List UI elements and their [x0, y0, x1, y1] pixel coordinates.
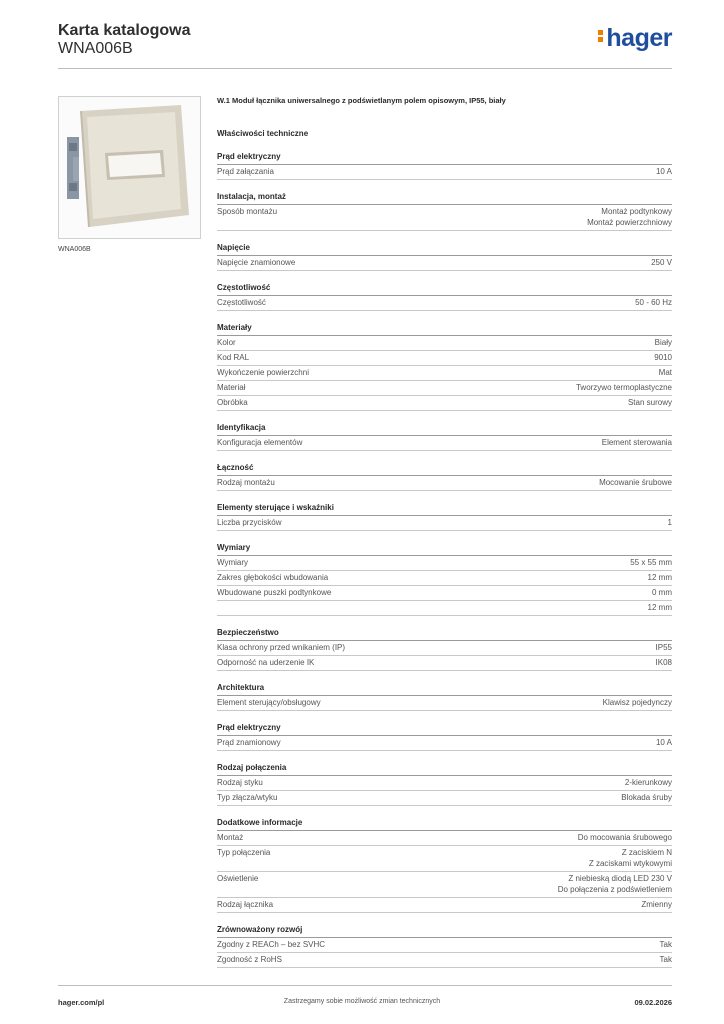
footer-website: hager.com/pl [58, 998, 105, 1007]
spec-row [217, 436, 672, 451]
spec-row [217, 396, 672, 411]
spec-value-line: 10 A [655, 167, 672, 176]
group-heading: Wymiary [217, 541, 672, 556]
logo-text: hager [606, 24, 672, 52]
spec-value-line: 12 mm [647, 573, 672, 582]
spec-value-line: 2-kierunkowy [624, 778, 672, 787]
spec-label: Wymiary [217, 558, 249, 567]
spec-label: Obróbka [217, 398, 248, 407]
spec-row [217, 256, 672, 271]
spec-label: Prąd znamionowy [217, 738, 281, 747]
spec-label: Zakres głębokości wbudowania [217, 573, 329, 582]
spec-group [217, 923, 672, 968]
spec-label: Oświetlenie [217, 874, 259, 883]
spec-value-line: Z zaciskami wtykowymi [588, 859, 672, 868]
spec-row [217, 336, 672, 351]
image-caption: WNA006B [58, 246, 91, 253]
spec-value-line: Do połączenia z podświetleniem [557, 885, 672, 894]
spec-label: Element sterujący/obsługowy [217, 698, 321, 707]
spec-value-line: 9010 [654, 353, 672, 362]
product-title: W.1 Moduł łącznika uniwersalnego z podświetlanym polem opisowym, IP55, biały [217, 96, 506, 105]
spec-value-line: 55 x 55 mm [630, 558, 672, 567]
spec-value-line: 50 - 60 Hz [635, 298, 672, 307]
spec-value [641, 899, 672, 910]
spec-row [217, 696, 672, 711]
spec-value [655, 337, 672, 348]
spec-label: Typ połączenia [217, 848, 271, 857]
group-heading: Prąd elektryczny [217, 150, 672, 165]
spec-value [652, 587, 672, 598]
spec-value [558, 873, 672, 895]
spec-value-line: IP55 [655, 643, 672, 652]
spec-value-line: Tworzywo termoplastyczne [575, 383, 672, 392]
spec-row [217, 641, 672, 656]
spec-label [217, 602, 648, 613]
spec-label: Odporność na uderzenie IK [217, 658, 315, 667]
spec-value [578, 832, 672, 843]
spec-label: Częstotliwość [217, 298, 266, 307]
spec-label: Zgodność z RoHS [217, 955, 282, 964]
spec-group [217, 721, 672, 751]
spec-row [217, 165, 672, 180]
spec-value [656, 642, 672, 653]
spec-value-line: 250 V [651, 258, 672, 267]
spec-value [628, 397, 672, 408]
spec-value-line: Blokada śruby [621, 793, 672, 802]
spec-value [656, 657, 672, 668]
spec-value-line: Montaż powierzchniowy [587, 218, 672, 227]
spec-row [217, 351, 672, 366]
spec-value [603, 697, 672, 708]
spec-label: Rodzaj styku [217, 778, 263, 787]
spec-label: Prąd załączania [217, 167, 274, 176]
group-heading: Elementy sterujące i wskaźniki [217, 501, 672, 516]
spec-group [217, 190, 672, 231]
spec-value [635, 297, 672, 308]
spec-value [587, 206, 672, 228]
spec-label: Typ złącza/wtyku [217, 793, 278, 802]
spec-group [217, 150, 672, 180]
spec-value-line: 12 mm [647, 603, 672, 612]
spec-value [660, 939, 672, 950]
logo-dots-icon [598, 28, 603, 44]
document-title: Karta katalogowa [58, 22, 191, 39]
group-heading: Identyfikacja [217, 421, 672, 436]
group-heading: Architektura [217, 681, 672, 696]
spec-row [217, 656, 672, 671]
footer-date: 09.02.2026 [634, 998, 672, 1007]
spec-group [217, 501, 672, 531]
spec-label: Kod RAL [217, 353, 250, 362]
spec-value [668, 517, 672, 528]
spec-row [217, 898, 672, 913]
spec-row [217, 791, 672, 806]
spec-value [656, 166, 672, 177]
spec-content [217, 94, 672, 968]
spec-value [621, 792, 672, 803]
spec-value [630, 557, 672, 568]
group-heading: Bezpieczeństwo [217, 626, 672, 641]
spec-label: Rodzaj montażu [217, 478, 275, 487]
spec-value [599, 477, 672, 488]
spec-value-line: IK08 [655, 658, 672, 667]
spec-row [217, 736, 672, 751]
spec-value-line: Mat [658, 368, 672, 377]
spec-value [602, 437, 672, 448]
spec-value [648, 602, 672, 613]
group-heading: Materiały [217, 321, 672, 336]
spec-row [217, 296, 672, 311]
spec-row [217, 476, 672, 491]
spec-label: Materiał [217, 383, 246, 392]
spec-row [217, 571, 672, 586]
spec-value-line: Z zaciskiem N [621, 848, 672, 857]
spec-value-line: Tak [659, 955, 672, 964]
section-heading: Właściwości techniczne [217, 129, 309, 138]
spec-row [217, 205, 672, 231]
group-heading: Instalacja, montaż [217, 190, 672, 205]
spec-value [589, 847, 672, 869]
spec-group [217, 761, 672, 806]
spec-label: Rodzaj łącznika [217, 900, 274, 909]
spec-value-line: 10 A [655, 738, 672, 747]
spec-value-line: Biały [654, 338, 672, 347]
group-heading: Napięcie [217, 241, 672, 256]
product-image [58, 96, 201, 239]
spec-label: Konfiguracja elementów [217, 438, 303, 447]
spec-group [217, 816, 672, 913]
header-divider [58, 68, 672, 69]
group-heading: Zrównoważony rozwój [217, 923, 672, 938]
spec-value-line: 0 mm [652, 588, 672, 597]
footer-divider [58, 985, 672, 986]
spec-value-line: Element sterowania [601, 438, 672, 447]
spec-label: Sposób montażu [217, 207, 278, 216]
product-code: WNA006B [58, 40, 133, 57]
spec-value [648, 572, 672, 583]
group-heading: Dodatkowe informacje [217, 816, 672, 831]
spec-group [217, 281, 672, 311]
spec-label: Liczba przycisków [217, 518, 282, 527]
group-heading: Prąd elektryczny [217, 721, 672, 736]
spec-label: Wbudowane puszki podtynkowe [217, 588, 332, 597]
spec-label: Klasa ochrony przed wnikaniem (IP) [217, 643, 346, 652]
spec-label: Kolor [217, 338, 236, 347]
switch-module-icon [59, 97, 200, 238]
spec-value-line: Tak [659, 940, 672, 949]
spec-row [217, 381, 672, 396]
spec-label: Wykończenie powierzchni [217, 368, 309, 377]
spec-group [217, 241, 672, 271]
group-heading: Rodzaj połączenia [217, 761, 672, 776]
spec-row [217, 556, 672, 571]
spec-group [217, 421, 672, 451]
spec-row [217, 776, 672, 791]
spec-row [217, 846, 672, 872]
spec-groups [217, 150, 672, 968]
spec-row [217, 601, 672, 616]
spec-value-line: Do mocowania śrubowego [577, 833, 672, 842]
spec-value [656, 737, 672, 748]
spec-row [217, 872, 672, 898]
spec-value-line: 1 [667, 518, 672, 527]
spec-value-line: Mocowanie śrubowe [599, 478, 672, 487]
spec-value-line: Zmienny [641, 900, 672, 909]
spec-value [625, 777, 672, 788]
spec-value [576, 382, 672, 393]
spec-value-line: Z niebieską diodą LED 230 V [568, 874, 672, 883]
spec-row [217, 586, 672, 601]
group-heading: Częstotliwość [217, 281, 672, 296]
spec-value [651, 257, 672, 268]
hager-logo [598, 24, 672, 53]
spec-row [217, 938, 672, 953]
footer-disclaimer: Zastrzegamy sobie możliwość zmian technicznych [283, 998, 441, 1005]
spec-row [217, 516, 672, 531]
spec-group [217, 461, 672, 491]
spec-group [217, 681, 672, 711]
spec-value-line: Stan surowy [627, 398, 672, 407]
spec-value-line: Montaż podtynkowy [601, 207, 672, 216]
spec-row [217, 831, 672, 846]
spec-value [659, 367, 672, 378]
spec-label: Napięcie znamionowe [217, 258, 296, 267]
group-heading: Łączność [217, 461, 672, 476]
spec-value [654, 352, 672, 363]
spec-value [660, 954, 672, 965]
spec-group [217, 626, 672, 671]
spec-group [217, 541, 672, 616]
spec-label: Montaż [217, 833, 244, 842]
spec-row [217, 953, 672, 968]
spec-value-line: Klawisz pojedynczy [602, 698, 672, 707]
spec-row [217, 366, 672, 381]
spec-label: Zgodny z REACh – bez SVHC [217, 940, 326, 949]
page-header [58, 20, 678, 68]
spec-group [217, 321, 672, 411]
